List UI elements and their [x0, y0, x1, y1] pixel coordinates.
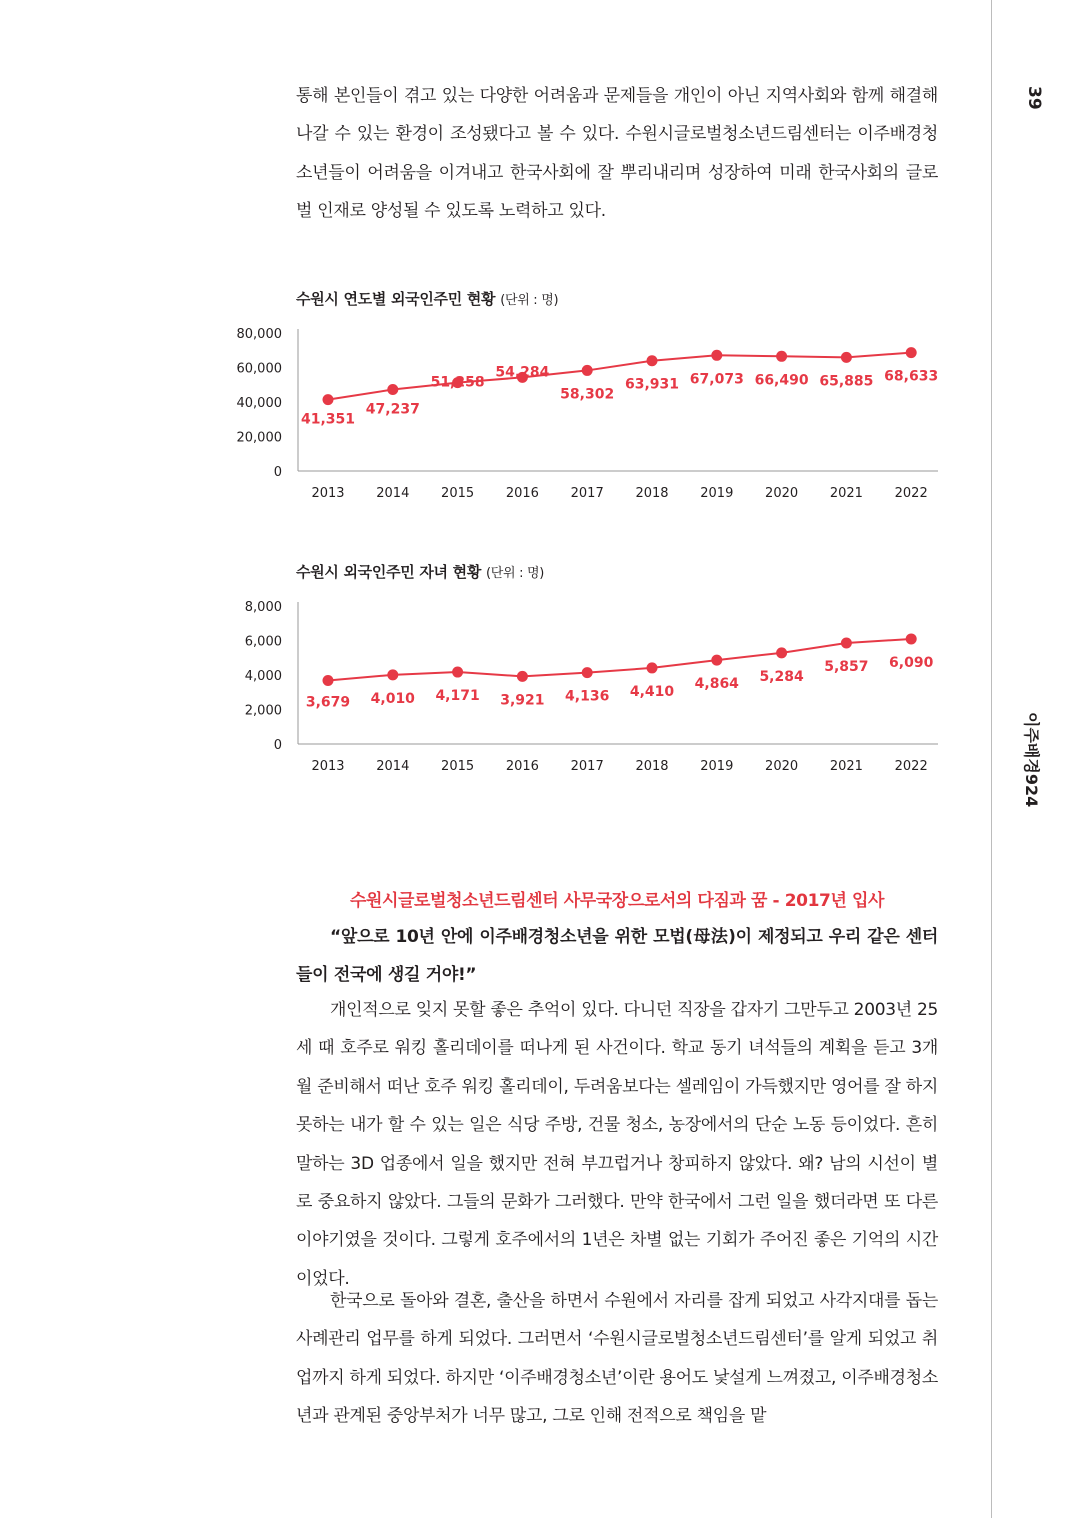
intro-paragraph: 통해 본인들이 겪고 있는 다양한 어려움과 문제들을 개인이 아닌 지역사회와 함께 해결해 나갈 수 있는 환경이 조성됐다고 볼 수 있다. 수원시글로벌청소년드림센터는 이주배경청소년들이 어려움을 이겨내고 한국사회에 잘 뿌리내리며 성장하여 미래 한국사회의 글로벌 인재로 양성될 수 있도록 노력하고 있다.: [296, 86, 938, 222]
data-point: [776, 647, 787, 658]
data-label: 63,931: [624, 376, 680, 393]
x-tick-label: 2017: [570, 486, 604, 501]
data-label: 4,136: [565, 688, 610, 705]
data-point: [841, 637, 852, 648]
chart2-title-text: 수원시 외국인주민 자녀 현황: [296, 563, 482, 581]
data-label: 51,258: [430, 374, 485, 391]
data-label: 67,073: [689, 371, 744, 388]
y-tick-label: 0: [273, 465, 282, 480]
x-tick-label: 2017: [570, 759, 604, 774]
x-tick-label: 2020: [765, 759, 799, 774]
data-point: [647, 355, 658, 366]
x-tick-label: 2013: [311, 759, 345, 774]
section-heading: 수원시글로벌청소년드림센터 사무국장으로서의 다짐과 꿈 - 2017년 입사: [349, 891, 885, 911]
data-label: 4,864: [694, 676, 739, 693]
data-point: [647, 662, 658, 673]
page-number: 39: [1024, 86, 1044, 110]
data-point: [906, 347, 917, 358]
data-label: 65,885: [819, 373, 874, 390]
body-paragraph-2: 한국으로 돌아와 결혼, 출산을 하면서 수원에서 자리를 잡게 되었고 사각지대를 돕는 사례관리 업무를 하게 되었다. 그러면서 ‘수원시글로벌청소년드림센터’를 알게 되었고 취업까지 하게 되었다. 하지만 ‘이주배경청소년’이란 용어도 낯설게 느껴졌고, 이주배경청소년과 관계된 중앙부처가 너무 많고, 그로 인해 전적으로 책임을 맡: [296, 1291, 938, 1427]
data-label: 4,010: [370, 690, 415, 707]
data-point: [906, 633, 917, 644]
x-tick-label: 2019: [700, 486, 734, 501]
chart2-foreign-children: [230, 588, 950, 788]
x-tick-label: 2016: [505, 759, 539, 774]
data-label: 54,284: [495, 364, 550, 381]
data-label: 41,351: [300, 411, 356, 428]
data-label: 4,410: [629, 683, 675, 700]
data-label: 66,490: [754, 372, 809, 389]
data-point: [711, 655, 722, 666]
chart1-title-text: 수원시 연도별 외국인주민 현황: [296, 290, 496, 308]
y-tick-label: 8,000: [244, 600, 282, 615]
x-tick-label: 2020: [765, 486, 799, 501]
data-point: [387, 669, 398, 680]
y-tick-label: 60,000: [236, 361, 282, 377]
x-tick-label: 2019: [700, 759, 734, 774]
x-tick-label: 2022: [894, 486, 928, 501]
data-point: [582, 365, 593, 376]
y-tick-label: 4,000: [244, 669, 282, 684]
data-label: 3,921: [500, 692, 545, 709]
data-label: 68,633: [884, 368, 939, 385]
data-point: [711, 350, 722, 361]
data-point: [517, 671, 528, 682]
running-title: 이주배경924: [1022, 712, 1041, 808]
x-tick-label: 2018: [635, 486, 669, 501]
data-label: 5,284: [759, 668, 804, 685]
y-tick-label: 2,000: [244, 703, 282, 719]
chart1-unit: (단위 : 명): [500, 293, 559, 308]
x-tick-label: 2022: [894, 759, 928, 774]
chart1-title: [296, 288, 558, 309]
y-tick-label: 20,000: [236, 430, 282, 446]
x-tick-label: 2021: [829, 759, 863, 774]
y-tick-label: 80,000: [236, 327, 282, 342]
data-point: [323, 675, 334, 686]
x-tick-label: 2013: [311, 486, 345, 501]
data-point: [387, 384, 398, 395]
data-point: [323, 394, 334, 405]
data-label: 5,857: [824, 658, 869, 675]
data-point: [841, 352, 852, 363]
data-point: [582, 667, 593, 678]
x-tick-label: 2015: [441, 486, 475, 501]
body-paragraph-1: 개인적으로 잊지 못할 좋은 추억이 있다. 다니던 직장을 갑자기 그만두고 2003년 25세 때 호주로 워킹 홀리데이를 떠나게 된 사건이다. 학교 동기 녀석들의 계획을 듣고 3개월 준비해서 떠난 호주 워킹 홀리데이, 두려움보다는 셀레임이 가득했지만 영어를 잘 하지 못하는 내가 할 수 있는 일은 식당 주방, 건물 청소, 농장에서의 단순 노동 등이었다. 흔히 말하는 3D 업종에서 일을 했지만 전혀 부끄럽거나 창피하지 않았다. 왜? 남의 시선이 별로 중요하지 않았다. 그들의 문화가 그러했다. 만약 한국에서 그런 일을 했더라면 또 다른 이야기였을 것이다. 그렇게 호주에서의 1년은 차별 없는 기회가 주어진 좋은 기억의 시간이었다.: [296, 1000, 939, 1289]
data-label: 4,171: [435, 688, 480, 705]
data-point: [776, 351, 787, 362]
x-tick-label: 2016: [505, 486, 539, 501]
y-tick-label: 40,000: [236, 396, 282, 411]
section-quote: “앞으로 10년 안에 이주배경청소년을 위한 모법(母法)이 제정되고 우리 같은 센터들이 전국에 생길 거야!”: [296, 927, 938, 985]
chart2-title: [296, 561, 544, 582]
x-tick-label: 2014: [376, 759, 410, 774]
page-edge-rule: [991, 0, 992, 1518]
data-label: 3,679: [305, 694, 351, 711]
chart1-foreign-residents: [230, 315, 950, 515]
y-tick-label: 0: [273, 738, 282, 753]
y-tick-label: 6,000: [244, 634, 282, 650]
data-point: [452, 667, 463, 678]
x-tick-label: 2018: [635, 759, 669, 774]
data-label: 6,090: [889, 654, 934, 671]
x-tick-label: 2014: [376, 486, 410, 501]
data-label: 58,302: [560, 386, 615, 403]
x-tick-label: 2015: [441, 759, 475, 774]
data-label: 47,237: [365, 401, 420, 418]
x-tick-label: 2021: [829, 486, 863, 501]
chart2-unit: (단위 : 명): [486, 566, 545, 581]
